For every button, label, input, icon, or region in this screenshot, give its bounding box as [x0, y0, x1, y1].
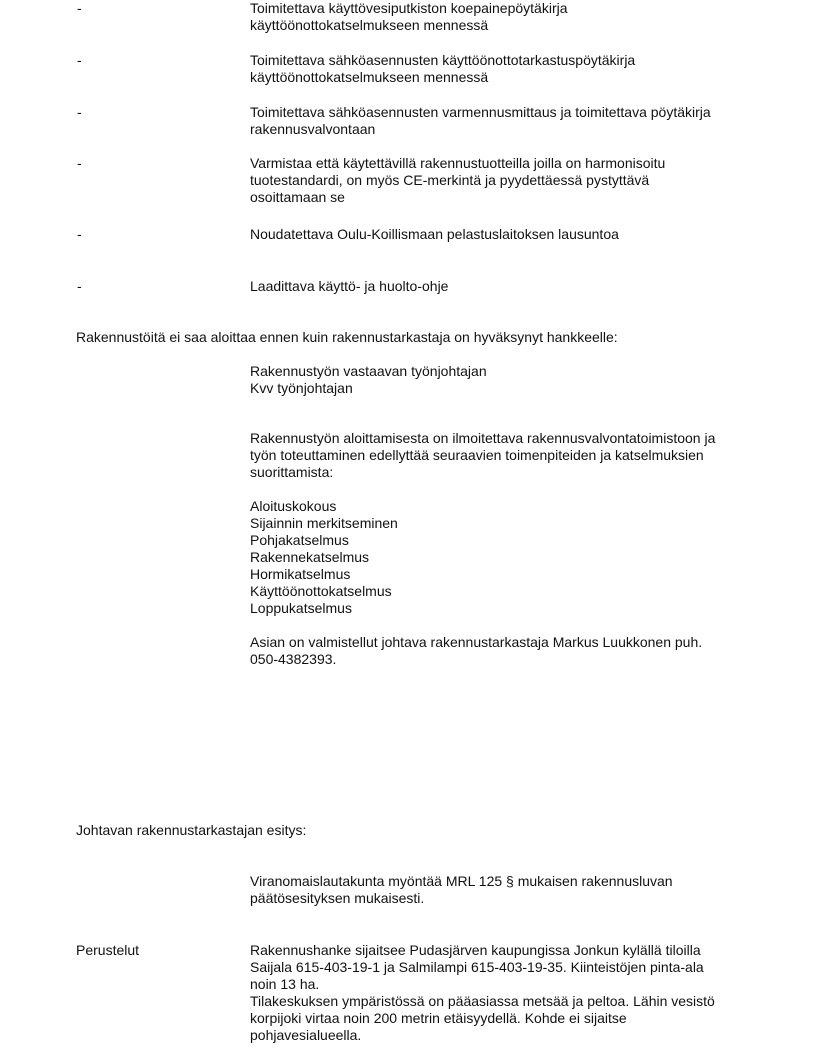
notice-text: työn toteuttaminen edellyttää seuraavien toimenpiteiden ja katselmuksien: [250, 447, 704, 463]
inspection-item: Aloituskokous: [250, 498, 337, 514]
inspection-item: Sijainnin merkitseminen: [250, 515, 398, 531]
approval-item: Rakennustyön vastaavan työnjohtajan: [250, 363, 487, 379]
justification-label: Perustelut: [76, 942, 140, 958]
inspection-item: Käyttöönottokatselmus: [250, 583, 392, 599]
approval-intro: Rakennustöitä ei saa aloittaa ennen kuin rakennustarkastaja on hyväksynyt hankkeelle:: [76, 329, 618, 345]
list-marker: -: [77, 104, 82, 120]
list-marker: -: [77, 278, 82, 294]
inspection-list: [250, 498, 770, 617]
justification-text: korpijoki virtaa noin 200 metrin etäisyydellä. Kohde ei sijaitse: [250, 1010, 627, 1026]
condition-text: rakennusvalvontaan: [250, 121, 376, 137]
inspection-item: Hormikatselmus: [250, 566, 351, 582]
list-marker: -: [77, 155, 82, 171]
inspection-item: Pohjakatselmus: [250, 532, 349, 548]
condition-text: Laadittava käyttö- ja huolto-ohje: [250, 278, 449, 294]
proposal-heading: Johtavan rakennustarkastajan esitys:: [76, 822, 307, 838]
list-marker: -: [77, 52, 82, 68]
condition-text: tuotestandardi, on myös CE-merkintä ja pyydettäessä pystyttävä: [250, 172, 650, 188]
condition-text: osoittamaan se: [250, 189, 345, 205]
condition-text: Toimitettava sähköasennusten käyttöönottotarkastuspöytäkirja: [250, 52, 636, 68]
condition-text: käyttöönottokatselmukseen mennessä: [250, 17, 489, 33]
justification-text: pohjavesialueella.: [250, 1027, 362, 1043]
list-marker: -: [77, 226, 82, 242]
preparer-text: Asian on valmistellut johtava rakennustarkastaja Markus Luukkonen puh.: [250, 634, 703, 650]
notice-text: Rakennustyön aloittamisesta on ilmoitettava rakennusvalvontatoimistoon ja: [250, 430, 716, 446]
justification-text: Tilakeskuksen ympäristössä on pääasiassa metsää ja peltoa. Lähin vesistö: [250, 993, 715, 1009]
preparer-text: 050-4382393.: [250, 651, 337, 667]
justification-text: Saijala 615-403-19-1 ja Salmilampi 615-403-19-35. Kiinteistöjen pinta-ala: [250, 959, 704, 975]
condition-text: Toimitettava käyttövesiputkiston koepainepöytäkirja: [250, 0, 568, 16]
justification-text: Rakennushanke sijaitsee Pudasjärven kaupungissa Jonkun kylällä tiloilla: [250, 942, 701, 958]
proposal-text: päätösesityksen mukaisesti.: [250, 890, 425, 906]
proposal-text: Viranomaislautakunta myöntää MRL 125 § mukaisen rakennusluvan: [250, 873, 673, 889]
notice-text: suorittamista:: [250, 464, 334, 480]
condition-text: käyttöönottokatselmukseen mennessä: [250, 69, 489, 85]
condition-text: Toimitettava sähköasennusten varmennusmittaus ja toimitettava pöytäkirja: [250, 104, 711, 120]
approval-item: Kvv työnjohtajan: [250, 380, 353, 396]
inspection-item: Rakennekatselmus: [250, 549, 370, 565]
condition-text: Noudatettava Oulu-Koillismaan pelastuslaitoksen lausuntoa: [250, 226, 619, 242]
justification-text: noin 13 ha.: [250, 976, 320, 992]
list-marker: -: [77, 0, 82, 16]
condition-text: Varmistaa että käytettävillä rakennustuotteilla joilla on harmonisoitu: [250, 155, 666, 171]
inspection-item: Loppukatselmus: [250, 600, 352, 616]
